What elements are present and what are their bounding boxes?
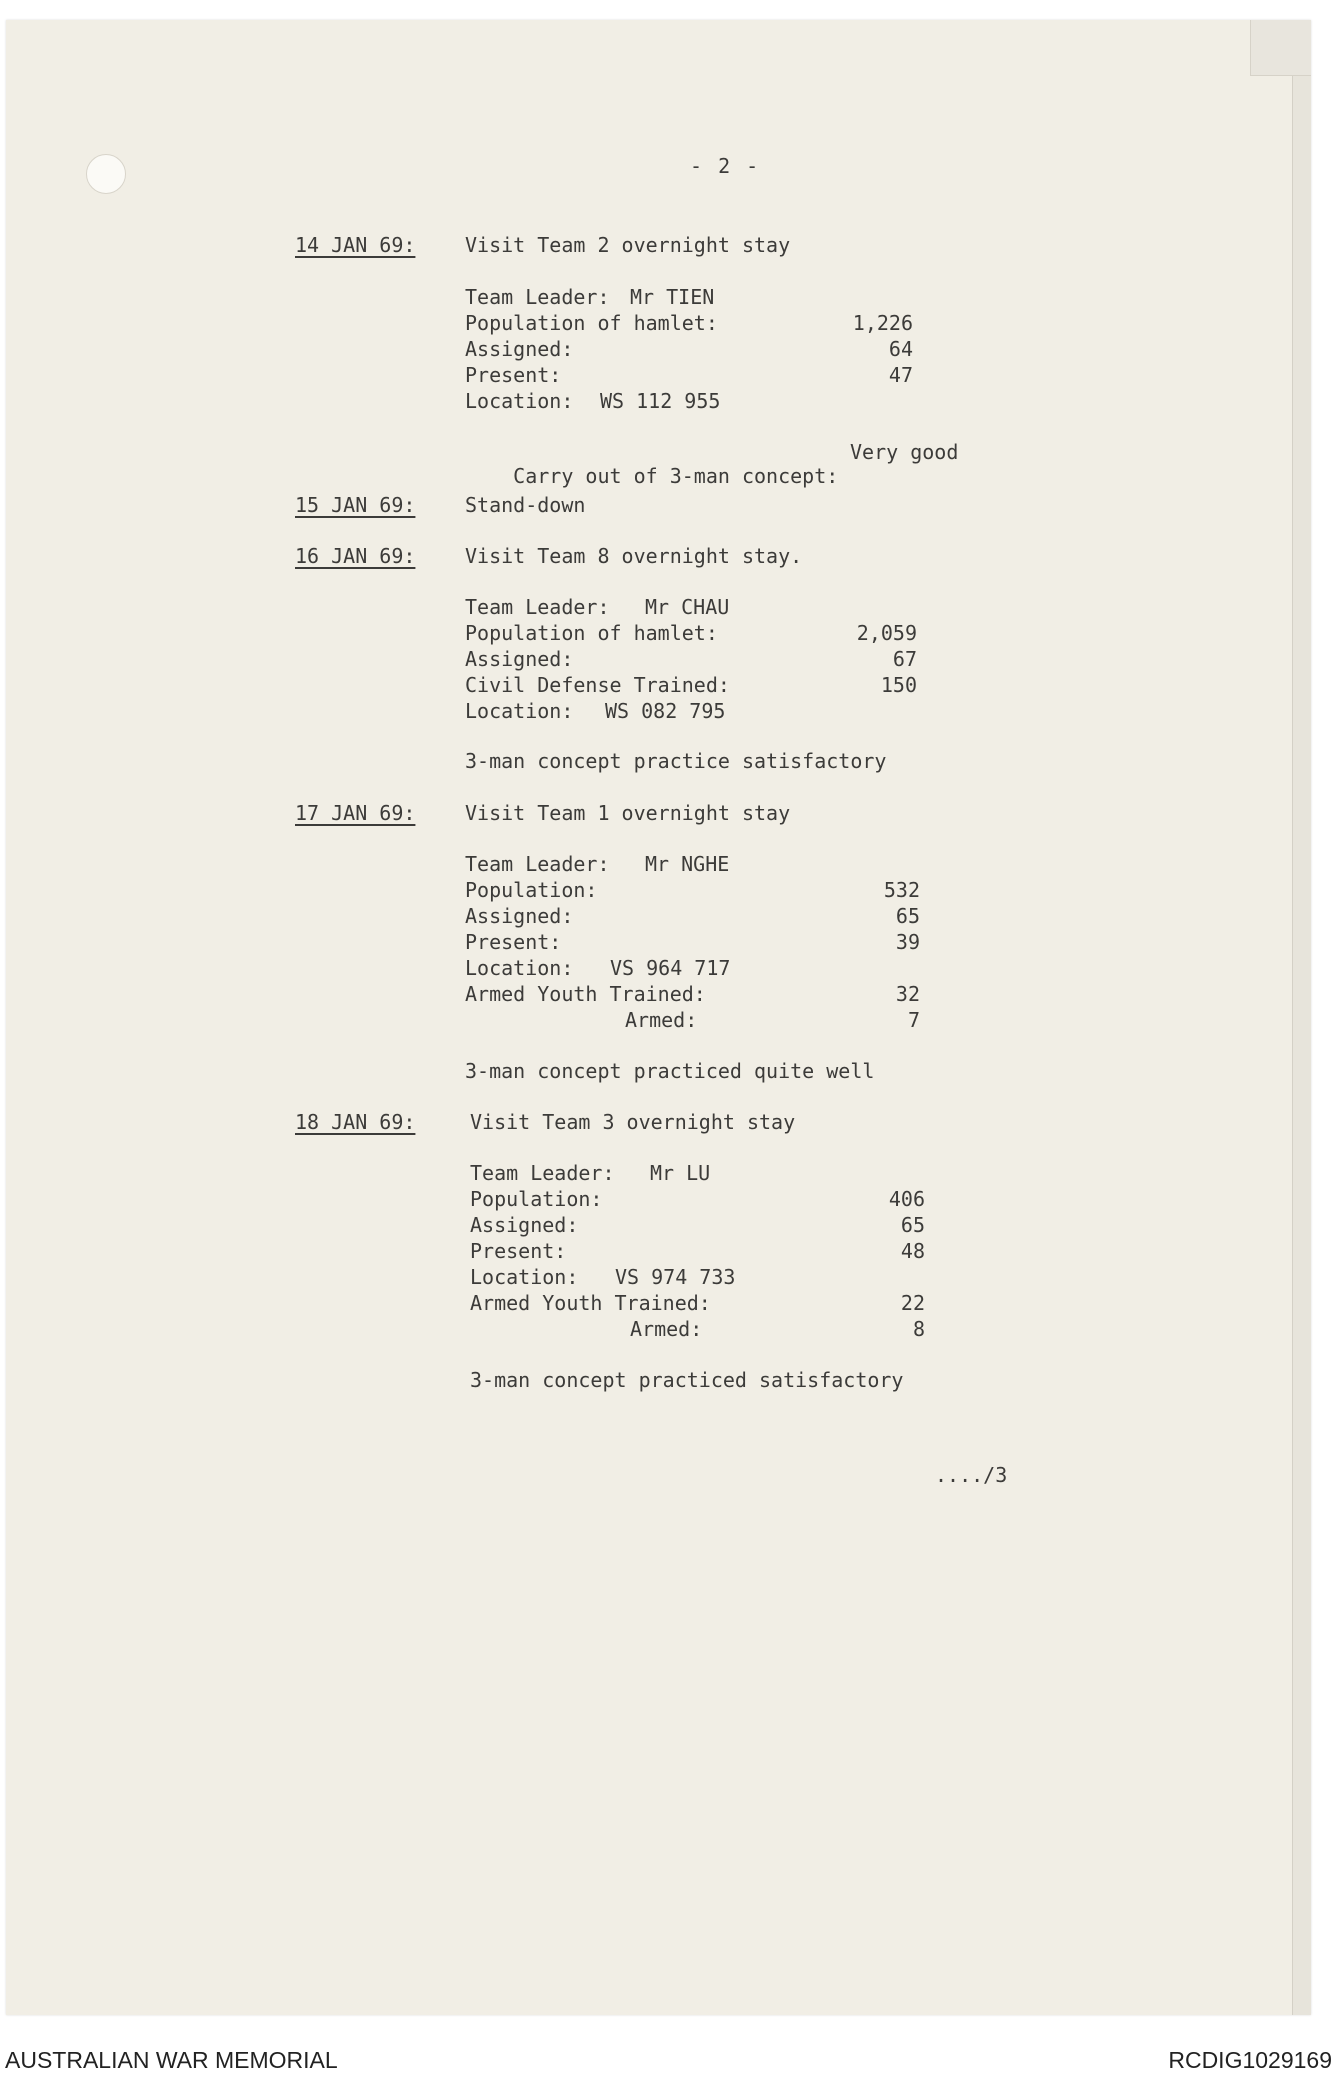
detail-value: 406 [888, 1187, 925, 1211]
detail-label: Population of hamlet: [465, 621, 718, 645]
entry-heading: Stand-down [465, 493, 586, 517]
detail-value: 65 [895, 904, 920, 928]
detail-row [465, 285, 935, 311]
detail-label: Population: [470, 1187, 603, 1211]
entry-heading: Visit Team 1 overnight stay [465, 801, 791, 825]
detail-label: Location: [465, 699, 574, 723]
detail-value: 39 [895, 930, 920, 954]
detail-label: Assigned: [470, 1213, 579, 1237]
entry-note: 3-man concept practiced satisfactory [470, 1368, 904, 1392]
detail-row [465, 930, 935, 956]
detail-row [470, 1239, 940, 1265]
detail-label: Location: [465, 389, 574, 413]
detail-row [465, 647, 935, 673]
entry-note: 3-man concept practice satisfactory [465, 749, 887, 773]
entry-date: 16 JAN 69: [295, 544, 416, 568]
detail-label: Team Leader: [465, 852, 610, 876]
detail-row [465, 1008, 935, 1034]
detail-row [470, 1317, 940, 1343]
note-value: Very good [850, 440, 959, 464]
detail-label: Assigned: [465, 904, 574, 928]
detail-label: Team Leader: [465, 595, 610, 619]
detail-row [465, 311, 935, 337]
detail-row [470, 1265, 940, 1291]
note-label: Carry out of 3-man concept: [513, 464, 839, 488]
entry-date: 14 JAN 69: [295, 233, 416, 257]
detail-value: 22 [900, 1291, 925, 1315]
detail-value: 48 [900, 1239, 925, 1263]
detail-row [470, 1291, 940, 1317]
continuation-marker: ..../3 [935, 1463, 1008, 1487]
detail-row [465, 337, 935, 363]
detail-value: Mr TIEN [630, 285, 715, 309]
detail-value: Mr LU [650, 1161, 711, 1185]
detail-row [465, 956, 935, 982]
entry-heading: Visit Team 3 overnight stay [470, 1110, 796, 1134]
entry-date: 17 JAN 69: [295, 801, 416, 825]
detail-label: Present: [465, 930, 562, 954]
detail-value: Mr CHAU [645, 595, 730, 619]
detail-label: Assigned: [465, 647, 574, 671]
entry-note: 3-man concept practiced quite well [465, 1059, 875, 1083]
detail-row [465, 621, 935, 647]
detail-value: 2,059 [856, 621, 917, 645]
detail-value: 532 [883, 878, 920, 902]
detail-label: Population: [465, 878, 598, 902]
detail-label: Location: [470, 1265, 579, 1289]
detail-value: WS 082 795 [605, 699, 726, 723]
detail-value: Mr NGHE [645, 852, 730, 876]
detail-row [465, 673, 935, 699]
detail-value: 47 [888, 363, 913, 387]
detail-value: 150 [880, 673, 917, 697]
detail-value: WS 112 955 [600, 389, 721, 413]
detail-value: 67 [892, 647, 917, 671]
footer-record-id: RCDIG1029169 [1168, 2047, 1332, 2073]
detail-row [465, 389, 935, 415]
detail-row [465, 982, 935, 1008]
detail-label: Present: [465, 363, 562, 387]
detail-value: 8 [912, 1317, 925, 1341]
detail-label: Assigned: [465, 337, 574, 361]
detail-row [465, 363, 935, 389]
entry-heading: Visit Team 8 overnight stay. [465, 544, 803, 568]
entry-date: 18 JAN 69: [295, 1110, 416, 1134]
detail-label: Armed: [625, 1008, 698, 1032]
detail-label: Location: [465, 956, 574, 980]
detail-row [465, 852, 935, 878]
detail-row [470, 1213, 940, 1239]
detail-value: 65 [900, 1213, 925, 1237]
detail-row [470, 1187, 940, 1213]
detail-row [465, 595, 935, 621]
detail-value: 32 [895, 982, 920, 1006]
detail-value: 64 [888, 337, 913, 361]
detail-value: 7 [907, 1008, 920, 1032]
detail-label: Team Leader: [470, 1161, 615, 1185]
entry-date: 15 JAN 69: [295, 493, 416, 517]
detail-row [465, 904, 935, 930]
detail-label: Team Leader: [465, 285, 610, 309]
detail-label: Armed Youth Trained: [465, 982, 706, 1006]
detail-row [470, 1161, 940, 1187]
detail-row [465, 878, 935, 904]
detail-label: Population of hamlet: [465, 311, 718, 335]
detail-label: Present: [470, 1239, 567, 1263]
detail-label: Armed Youth Trained: [470, 1291, 711, 1315]
detail-value: VS 974 733 [615, 1265, 736, 1289]
detail-label: Civil Defense Trained: [465, 673, 730, 697]
footer-archive-name: AUSTRALIAN WAR MEMORIAL [5, 2047, 338, 2073]
entry-heading: Visit Team 2 overnight stay [465, 233, 791, 257]
detail-row [465, 699, 935, 725]
detail-value: VS 964 717 [610, 956, 731, 980]
detail-value: 1,226 [852, 311, 913, 335]
detail-label: Armed: [630, 1317, 703, 1341]
page-number: - 2 - [690, 154, 761, 178]
